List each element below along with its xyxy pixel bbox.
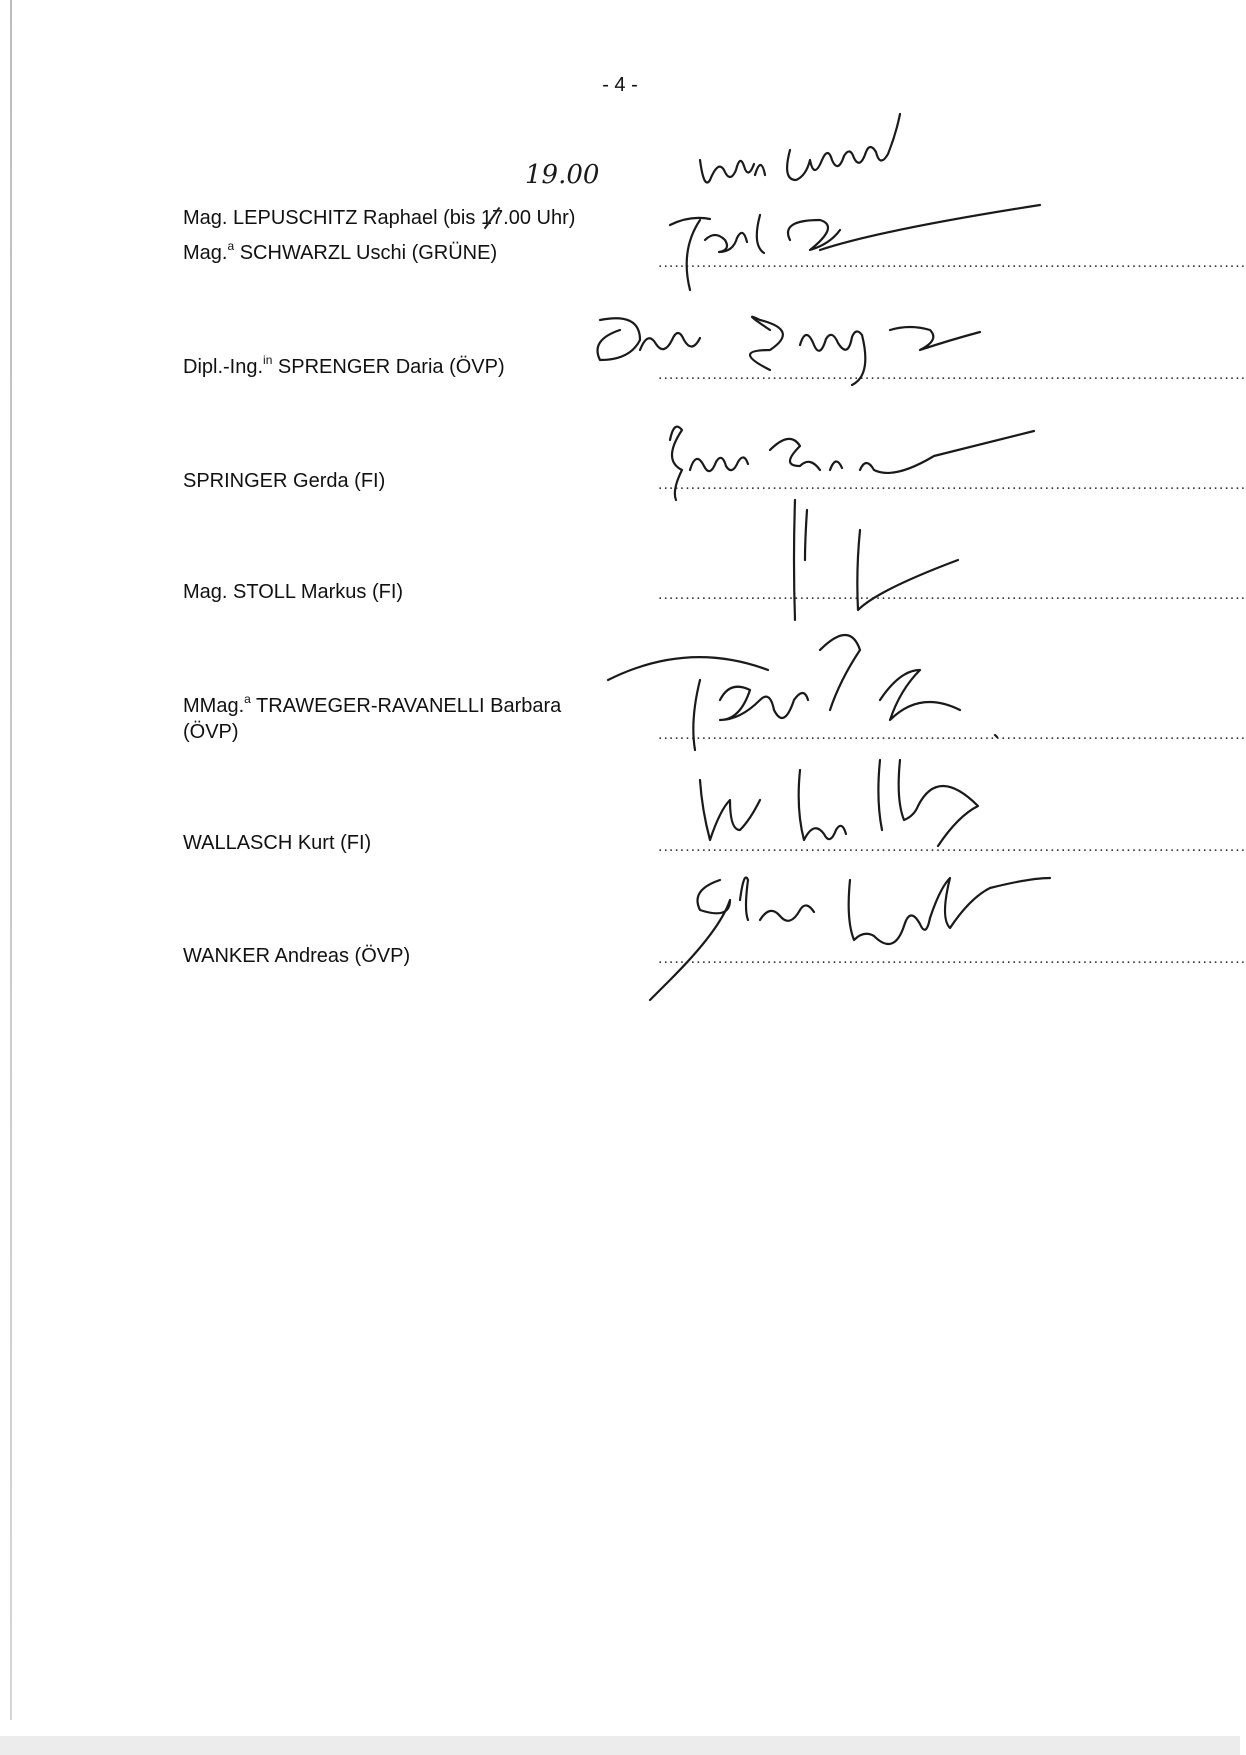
title-superscript: a (227, 239, 235, 253)
signature-wanker (650, 878, 1050, 1001)
signature-line: ............................................................................................................ (658, 838, 1246, 855)
title: Dipl.-Ing. (183, 356, 264, 378)
attendee-springer: SPRINGER Gerda (FI) (183, 470, 386, 492)
signature-schwarzl (700, 114, 900, 183)
signature-wallasch (700, 760, 978, 846)
attendee-lepuschitz (183, 205, 575, 231)
attendee-sprenger (183, 354, 505, 380)
page-edge (10, 0, 12, 1720)
attendee-stoll: Mag. STOLL Markus (FI) (183, 581, 404, 603)
attendee-traweger-ravanelli (183, 693, 561, 719)
attendee-traweger-party: (ÖVP) (183, 721, 239, 743)
title: MMag. (183, 695, 245, 717)
attendee-lepuschitz-suffix: .00 Uhr) (503, 207, 576, 229)
signature-line: ............................................................................................................ (658, 586, 1246, 603)
attendee-wallasch: WALLASCH Kurt (FI) (183, 832, 372, 854)
title: Mag. (183, 242, 228, 264)
struck-time: 17 (480, 207, 504, 229)
attendee-name: SCHWARZL Uschi (GRÜNE) (234, 242, 498, 264)
signature-line: ............................................................................................................ (658, 366, 1246, 383)
attendee-schwarzl (183, 240, 497, 266)
signature-line: ............................................................................................................ (658, 726, 1246, 743)
handwritten-time-correction: 19.00 (525, 160, 600, 190)
attendee-lepuschitz-prefix: Mag. LEPUSCHITZ Raphael (bis (183, 207, 481, 229)
attendee-name: TRAWEGER-RAVANELLI Barbara (250, 695, 562, 717)
signature-line: ............................................................................................................ (658, 254, 1246, 271)
attendee-name: SPRENGER Daria (ÖVP) (272, 356, 505, 378)
signature-line: ............................................................................................................ (658, 476, 1246, 493)
page-number: - 4 - (602, 74, 638, 96)
signature-line: ............................................................................................................ (658, 950, 1246, 967)
attendee-wanker: WANKER Andreas (ÖVP) (183, 945, 411, 967)
page-bottom-strip (0, 1736, 1240, 1755)
signature-lepuschitz (670, 205, 1040, 290)
title-superscript: in (263, 353, 273, 367)
title-superscript: a (244, 692, 251, 706)
